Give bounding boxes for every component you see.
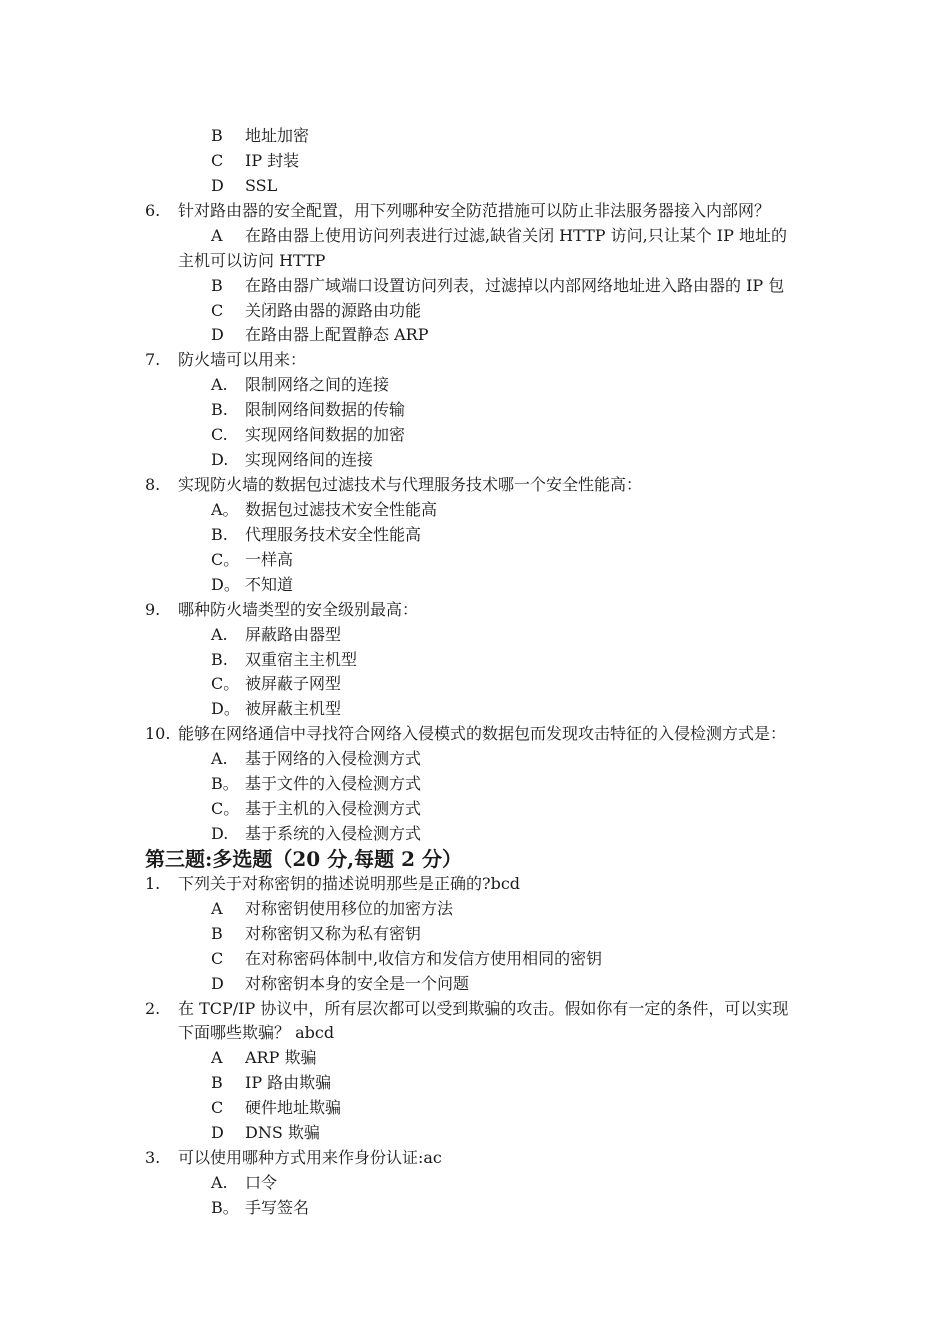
option-label: C。: [211, 674, 240, 693]
question-text: 在 TCP/IP 协议中，所有层次都可以受到欺骗的攻击。假如你有一定的条件，可以实现: [178, 999, 789, 1018]
section-heading: 第三题:多选题（20 分,每题 2 分）: [145, 847, 462, 871]
option-text: ARP 欺骗: [245, 1048, 317, 1067]
question-number: 7.: [145, 350, 161, 369]
option-text: 限制网络之间的连接: [245, 375, 390, 394]
option-label: D: [211, 1123, 224, 1142]
question-number: 10.: [145, 724, 171, 743]
option-text: DNS 欺骗: [245, 1123, 320, 1142]
option-label: A.: [211, 375, 228, 394]
option-text: 对称密钥又称为私有密钥: [245, 924, 422, 943]
option-label: B.: [211, 525, 228, 544]
option-text: 基于主机的入侵检测方式: [245, 799, 422, 818]
option-label: A: [211, 226, 223, 245]
option-label: C: [211, 151, 224, 170]
option-text: 对称密钥使用移位的加密方法: [245, 899, 454, 918]
option-text: 关闭路由器的源路由功能: [245, 301, 422, 320]
option-label: D.: [211, 824, 229, 843]
option-label: A: [211, 1048, 223, 1067]
option-label: B: [211, 1073, 223, 1092]
option-text: 在对称密码体制中,收信方和发信方使用相同的密钥: [245, 949, 603, 968]
option-label: A.: [211, 749, 228, 768]
option-label: C.: [211, 425, 228, 444]
option-label: C: [211, 949, 224, 968]
question-number: 8.: [145, 475, 161, 494]
option-label: A.: [211, 625, 228, 644]
option-text: 实现网络间的连接: [245, 450, 374, 469]
option-text: 地址加密: [245, 126, 310, 145]
option-text: SSL: [245, 176, 278, 195]
option-text: 口令: [245, 1173, 278, 1192]
option-label: B.: [211, 650, 228, 669]
question-text: 哪种防火墙类型的安全级别最高：: [178, 600, 419, 619]
option-text: 硬件地址欺骗: [245, 1098, 342, 1117]
option-label: C。: [211, 799, 240, 818]
question-number: 6.: [145, 201, 161, 220]
question-text: 针对路由器的安全配置，用下列哪种安全防范措施可以防止非法服务器接入内部网？: [178, 201, 771, 220]
option-label: B.: [211, 400, 228, 419]
option-label: C: [211, 301, 224, 320]
option-label: B: [211, 126, 223, 145]
option-label: D。: [211, 575, 240, 594]
question-number: 2.: [145, 999, 161, 1018]
option-text: IP 路由欺骗: [245, 1073, 332, 1092]
question-text: 下列关于对称密钥的描述说明那些是正确的?bcd: [178, 874, 521, 893]
option-text: 基于文件的入侵检测方式: [245, 774, 422, 793]
option-label: B: [211, 924, 223, 943]
option-text: 不知道: [245, 575, 294, 594]
option-label: B。: [211, 1198, 239, 1217]
option-text: 双重宿主主机型: [245, 650, 358, 669]
question-text: 实现防火墙的数据包过滤技术与代理服务技术哪一个安全性能高：: [178, 475, 643, 494]
option-label: B: [211, 276, 223, 295]
option-label: D。: [211, 699, 240, 718]
continuation-text: 下面哪些欺骗？ abcd: [178, 1023, 335, 1042]
option-text: 屏蔽路由器型: [245, 625, 342, 644]
option-text: 数据包过滤技术安全性能高: [245, 500, 438, 519]
option-text: 在路由器上配置静态 ARP: [245, 325, 429, 344]
option-label: B。: [211, 774, 239, 793]
option-text: 被屏蔽子网型: [245, 674, 342, 693]
option-label: A.: [211, 1173, 228, 1192]
option-label: D.: [211, 450, 229, 469]
question-text: 能够在网络通信中寻找符合网络入侵模式的数据包而发现攻击特征的入侵检测方式是：: [178, 724, 787, 743]
option-text: 代理服务技术安全性能高: [245, 525, 422, 544]
question-text: 防火墙可以用来：: [178, 350, 307, 369]
option-text: 在路由器上使用访问列表进行过滤,缺省关闭 HTTP 访问,只让某个 IP 地址的: [245, 226, 787, 245]
option-text: 基于系统的入侵检测方式: [245, 824, 422, 843]
option-label: A。: [211, 500, 239, 519]
option-label: D: [211, 176, 224, 195]
option-text: 一样高: [245, 550, 294, 569]
option-text: 实现网络间数据的加密: [245, 425, 406, 444]
question-number: 3.: [145, 1148, 161, 1167]
option-text: 基于网络的入侵检测方式: [245, 749, 422, 768]
question-text: 可以使用哪种方式用来作身份认证:ac: [178, 1148, 442, 1167]
option-text: IP 封装: [245, 151, 300, 170]
option-text: 被屏蔽主机型: [245, 699, 342, 718]
option-text: 限制网络间数据的传输: [245, 400, 406, 419]
option-label: C: [211, 1098, 224, 1117]
option-label: A: [211, 899, 223, 918]
option-label: D: [211, 325, 224, 344]
option-label: C。: [211, 550, 240, 569]
continuation-text: 主机可以访问 HTTP: [178, 251, 326, 270]
option-text: 对称密钥本身的安全是一个问题: [245, 974, 470, 993]
question-number: 1.: [145, 874, 161, 893]
question-number: 9.: [145, 600, 161, 619]
option-label: D: [211, 974, 224, 993]
option-text: 在路由器广域端口设置访问列表，过滤掉以内部网络地址进入路由器的 IP 包: [245, 276, 785, 295]
option-text: 手写签名: [245, 1198, 310, 1217]
